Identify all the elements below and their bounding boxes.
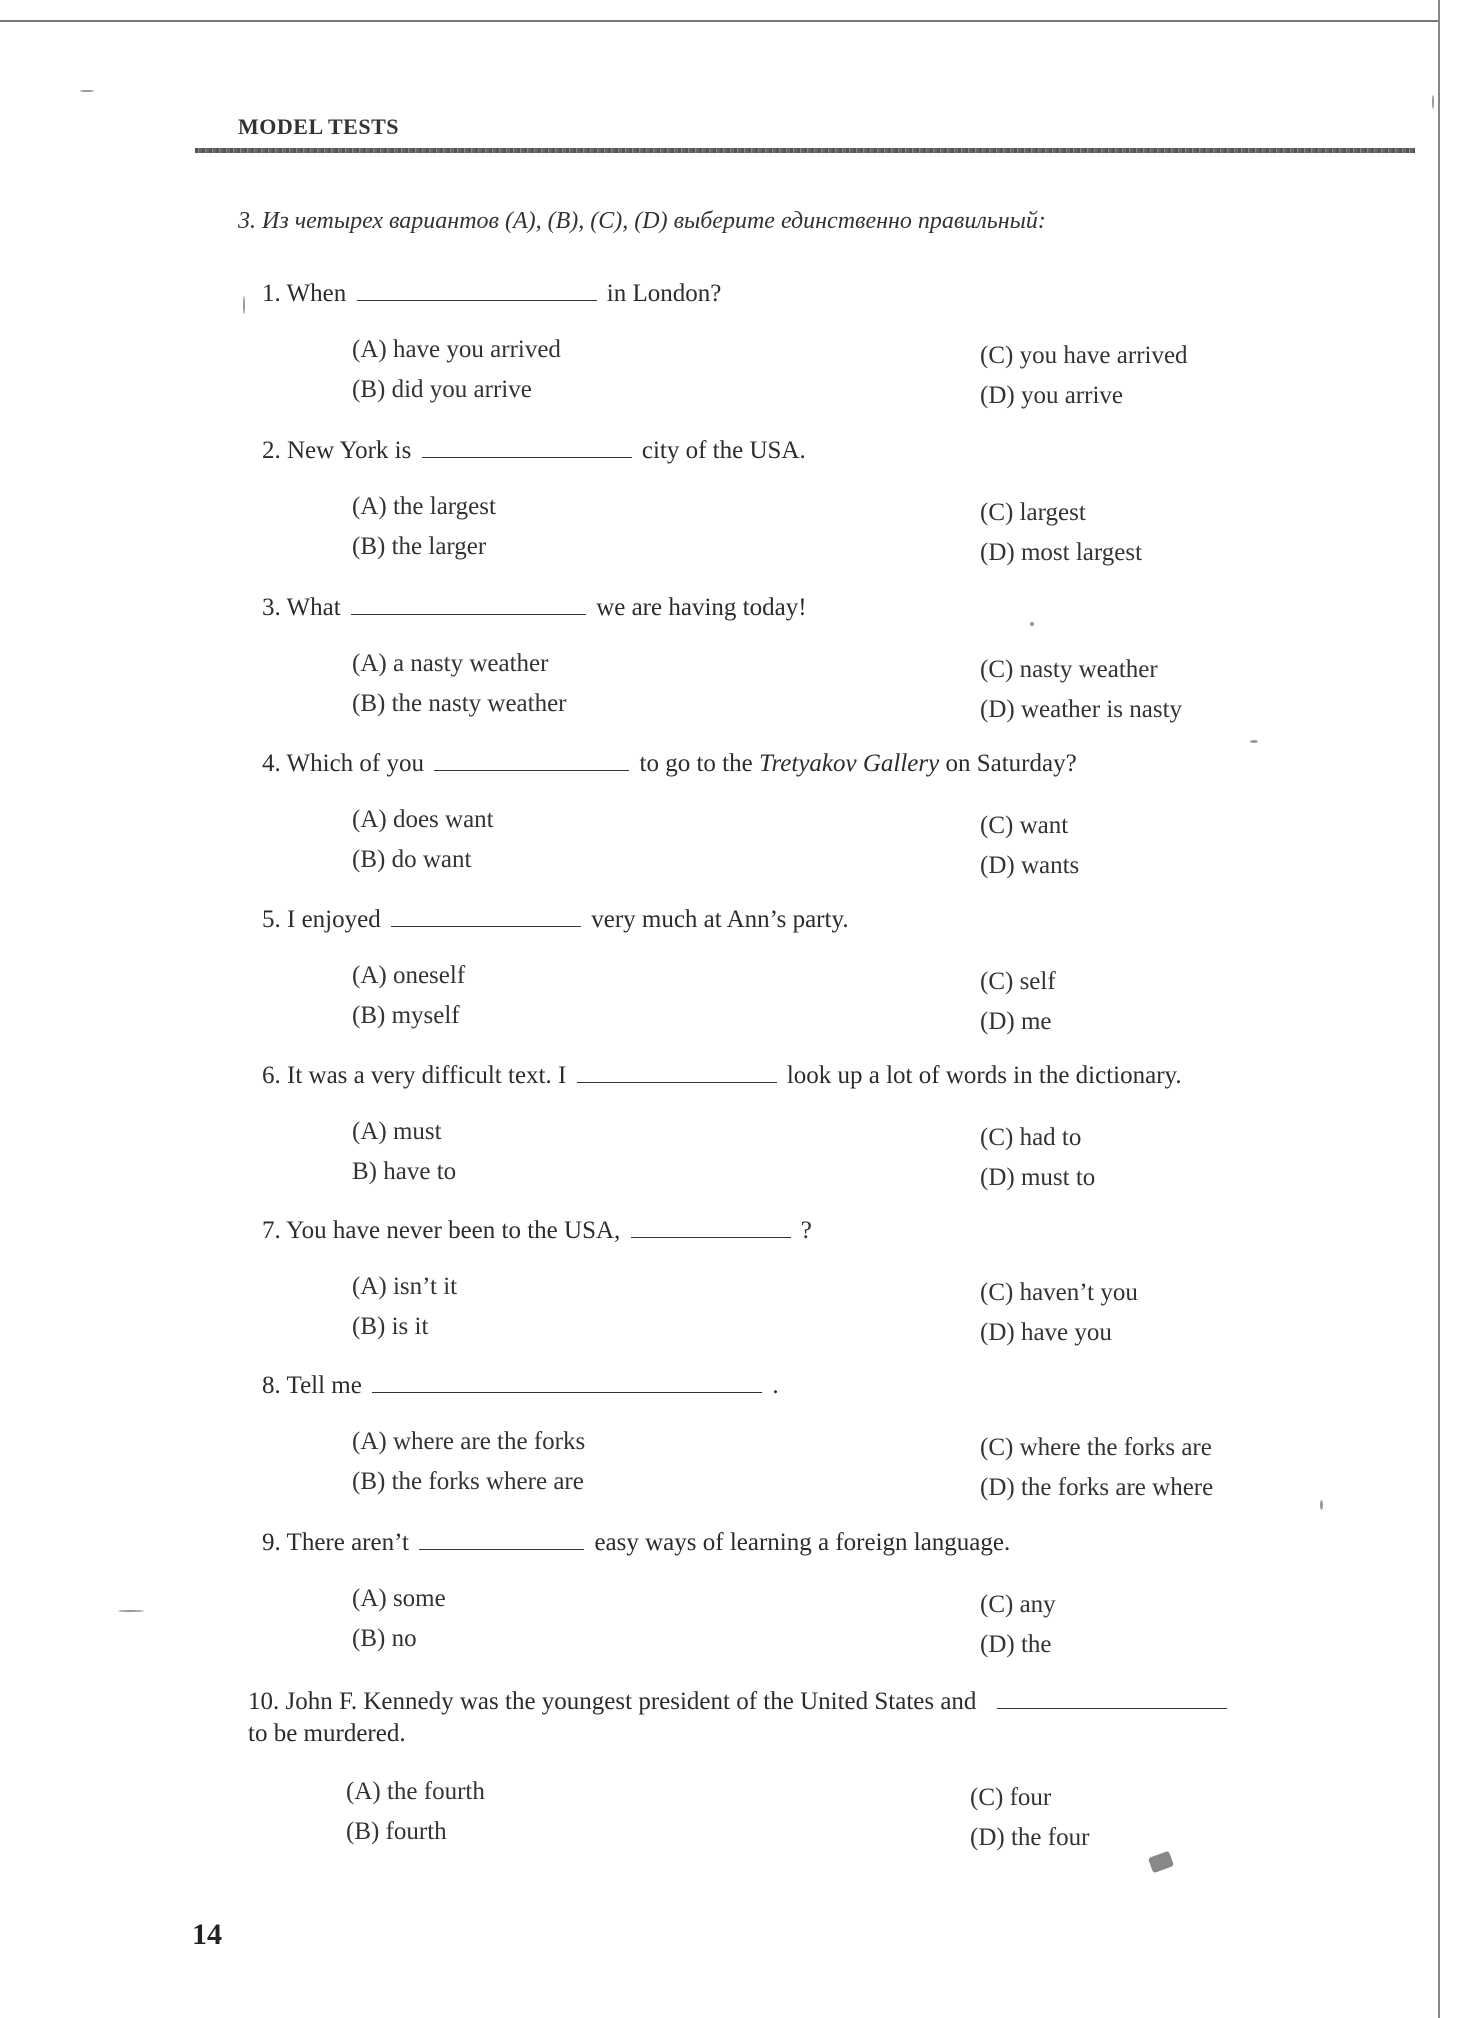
- question-text-after: look up a lot of words in the dictionary.: [786, 1062, 1182, 1089]
- answer-blank: [391, 904, 581, 927]
- option-a: (A) must: [352, 1118, 442, 1145]
- option-c: (C) any: [980, 1591, 1056, 1618]
- question-2: [0, 435, 1457, 585]
- question-text-before: 8. Tell me: [262, 1372, 362, 1399]
- instruction-text: 3. Из четырех вариантов (A), (B), (C), (D) выберите единственно правильный:: [238, 208, 1046, 234]
- scan-speck: [1250, 740, 1258, 743]
- question-text-before: 2. New York is: [262, 437, 412, 464]
- question-10: [0, 1686, 1457, 1876]
- question-4: [0, 748, 1457, 898]
- option-d: (D) must to: [980, 1164, 1096, 1191]
- option-d: (D) wants: [980, 852, 1080, 879]
- question-stem: [262, 592, 807, 622]
- option-d: (D) have you: [980, 1319, 1112, 1346]
- option-d: (D) me: [980, 1008, 1052, 1035]
- header-title: MODEL TESTS: [238, 114, 399, 139]
- option-d: (D) most largest: [980, 539, 1143, 566]
- option-d: (D) the four: [970, 1824, 1090, 1851]
- question-1: [0, 278, 1457, 428]
- question-text-before: 1. When: [262, 280, 347, 307]
- option-a: (A) does want: [352, 806, 494, 833]
- answer-blank: [372, 1370, 762, 1393]
- option-b: (B) did you arrive: [352, 376, 532, 403]
- option-c: (C) want: [980, 812, 1069, 839]
- option-d: (D) you arrive: [980, 382, 1123, 409]
- answer-blank: [577, 1060, 777, 1083]
- scan-speck: [1030, 622, 1034, 626]
- question-text-before: 5. I enjoyed: [262, 906, 381, 933]
- option-b: (B) the nasty weather: [352, 690, 567, 717]
- question-text-before: 10. John F. Kennedy was the youngest president of the United States and: [248, 1688, 977, 1715]
- question-text-after: city of the USA.: [641, 437, 806, 464]
- question-stem: [262, 748, 1077, 778]
- option-d: (D) weather is nasty: [980, 696, 1183, 723]
- scan-speck: [1320, 1500, 1323, 1510]
- page-number: 14: [192, 1918, 222, 1951]
- answer-blank: [997, 1686, 1227, 1709]
- option-b: (B) myself: [352, 1002, 460, 1029]
- scan-speck: [243, 296, 245, 314]
- answer-blank: [419, 1527, 584, 1550]
- option-c: (C) largest: [980, 499, 1086, 526]
- option-a: (A) the largest: [352, 493, 496, 520]
- answer-blank: [357, 278, 597, 301]
- option-d: (D) the forks are where: [980, 1474, 1214, 1501]
- option-b: B) have to: [352, 1158, 457, 1185]
- question-7: [0, 1215, 1457, 1365]
- option-c: (C) nasty weather: [980, 656, 1158, 683]
- option-c: (C) had to: [980, 1124, 1082, 1151]
- answer-blank: [631, 1215, 791, 1238]
- gallery-name: Tretyakov Gallery: [758, 750, 940, 777]
- question-8: [0, 1370, 1457, 1520]
- option-a: (A) isn’t it: [352, 1273, 458, 1300]
- option-b: (B) the larger: [352, 533, 487, 560]
- question-stem: [262, 435, 806, 465]
- question-9: [0, 1527, 1457, 1677]
- option-c: (C) self: [980, 968, 1056, 995]
- question-text-after: easy ways of learning a foreign language.: [594, 1529, 1011, 1556]
- header-rule: [195, 148, 1415, 153]
- question-stem: [262, 1527, 1010, 1557]
- option-a: (A) a nasty weather: [352, 650, 549, 677]
- option-b: (B) fourth: [346, 1818, 447, 1845]
- question-text-after: very much at Ann’s party.: [591, 906, 849, 933]
- question-stem: [262, 1215, 812, 1245]
- question-text-after: in London?: [606, 280, 722, 307]
- question-text-after-end: on Saturday?: [945, 750, 1077, 777]
- question-stem: [262, 278, 721, 308]
- option-c: (C) where the forks are: [980, 1434, 1212, 1461]
- question-stem: [248, 1686, 1231, 1716]
- question-text-before: 4. Which of you: [262, 750, 425, 777]
- question-3: [0, 592, 1457, 742]
- option-a: (A) the fourth: [346, 1778, 485, 1805]
- option-a: (A) some: [352, 1585, 446, 1612]
- option-c: (C) you have arrived: [980, 342, 1188, 369]
- option-b: (B) the forks where are: [352, 1468, 584, 1495]
- question-text-before: 3. What: [262, 594, 341, 621]
- option-b: (B) do want: [352, 846, 472, 873]
- option-c: (C) four: [970, 1784, 1052, 1811]
- option-b: (B) no: [352, 1625, 417, 1652]
- question-text-before: 9. There aren’t: [262, 1529, 409, 1556]
- question-stem: [262, 904, 849, 934]
- question-5: [0, 904, 1457, 1054]
- question-6: [0, 1060, 1457, 1210]
- scan-speck: [80, 90, 94, 92]
- option-d: (D) the: [980, 1631, 1052, 1658]
- answer-blank: [422, 435, 632, 458]
- answer-blank: [434, 748, 629, 771]
- question-stem: [262, 1370, 779, 1400]
- answer-blank: [351, 592, 586, 615]
- question-text-after: to go to the: [639, 750, 753, 777]
- scan-edge-top: [0, 20, 1440, 22]
- option-b: (B) is it: [352, 1313, 429, 1340]
- option-a: (A) oneself: [352, 962, 466, 989]
- option-c: (C) haven’t you: [980, 1279, 1138, 1306]
- question-text-after: we are having today!: [596, 594, 807, 621]
- option-a: (A) have you arrived: [352, 336, 561, 363]
- question-text-line2: to be murdered.: [248, 1720, 406, 1747]
- scan-speck: [1432, 95, 1434, 109]
- option-a: (A) where are the forks: [352, 1428, 586, 1455]
- question-text-after: .: [772, 1372, 779, 1399]
- question-stem: [262, 1060, 1182, 1090]
- scan-speck: [118, 1610, 144, 1612]
- question-text-after: ?: [800, 1217, 812, 1244]
- question-text-before: 6. It was a very difficult text. I: [262, 1062, 567, 1089]
- question-text-before: 7. You have never been to the USA,: [262, 1217, 621, 1244]
